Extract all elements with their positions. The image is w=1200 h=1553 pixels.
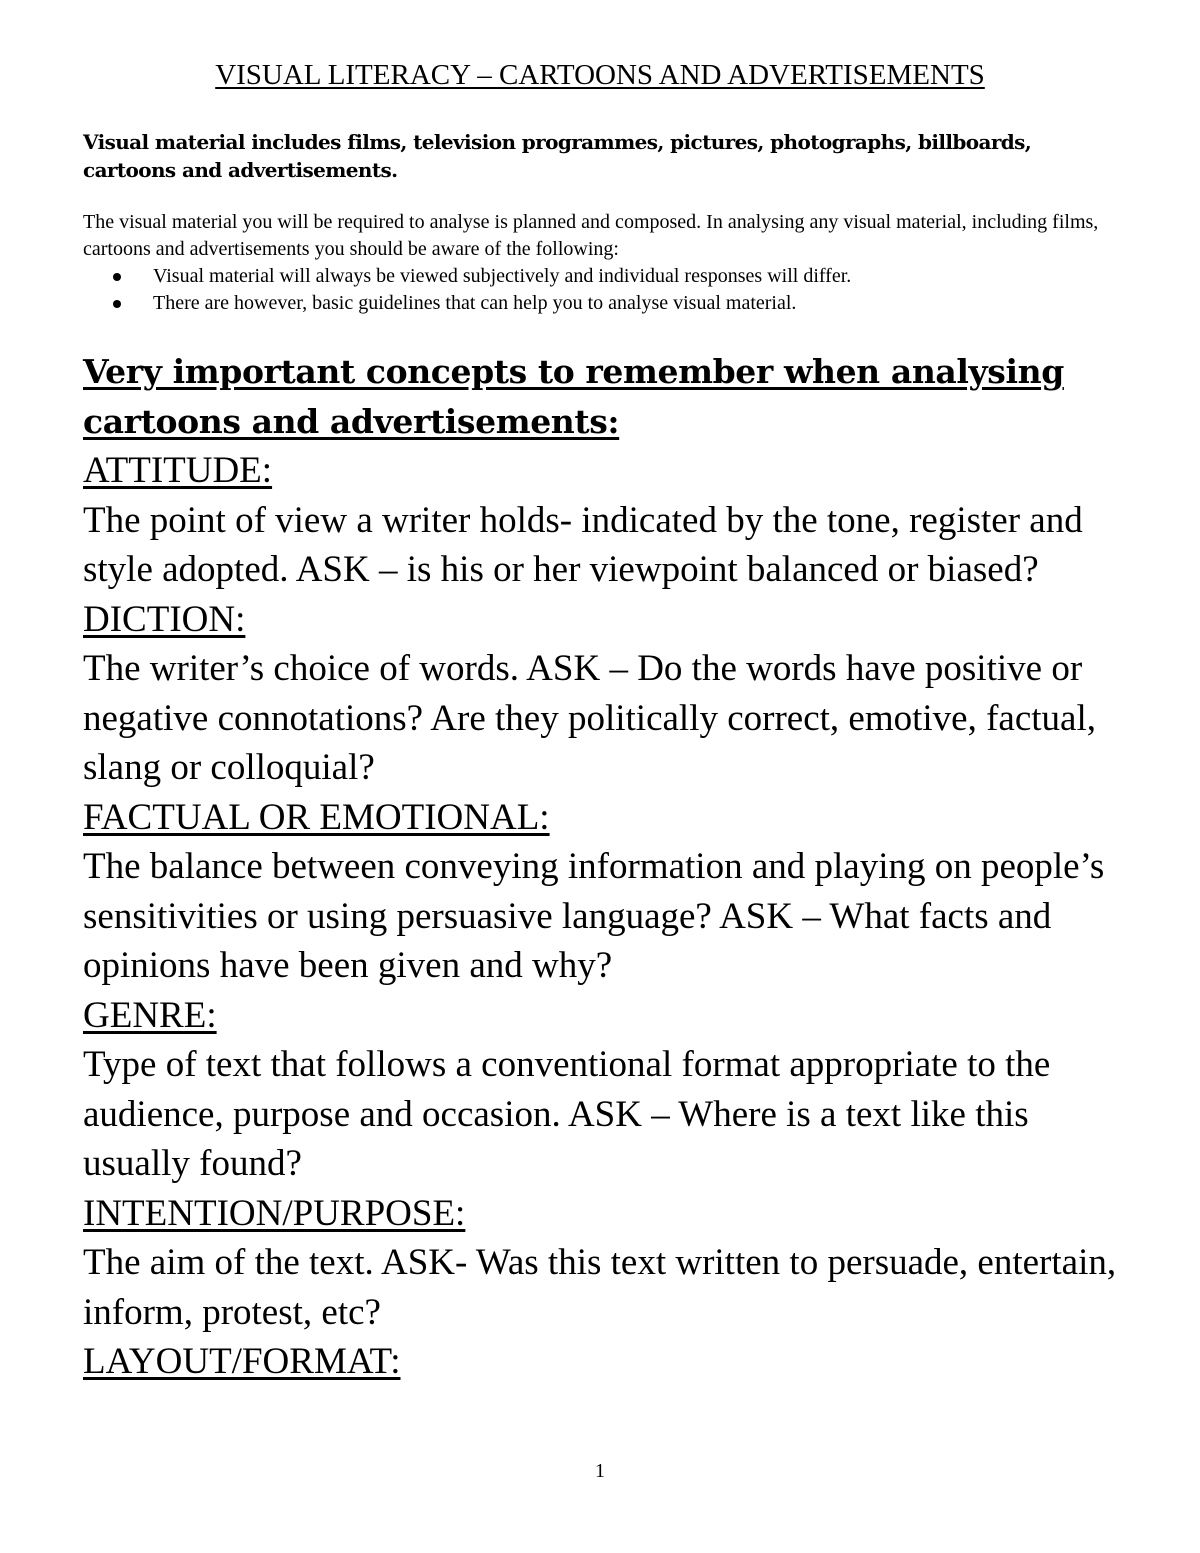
bullet-icon (113, 300, 121, 308)
concept-definition: The balance between conveying information and playing on people’s sensitivities or using persuasive language? ASK – What facts and opinions have been given and why? (83, 846, 1105, 986)
concept-diction (83, 595, 1143, 793)
concept-term: GENRE: (83, 994, 217, 1036)
page-number: 1 (595, 1460, 605, 1482)
bullet-text: Visual material will always be viewed subjectively and individual responses will differ. (153, 265, 852, 287)
intro-bold-paragraph: Visual material includes films, television programmes, pictures, photographs, billboards, cartoons and advertisements. (83, 130, 1032, 182)
concept-definition: The point of view a writer holds- indicated by the tone, register and style adopted. ASK – is his or her viewpoint balanced or biased? (83, 499, 1083, 590)
bullet-text: There are however, basic guidelines that can help you to analyse visual material. (153, 292, 797, 314)
document-title: VISUAL LITERACY – CARTOONS AND ADVERTISEMENTS (215, 59, 985, 91)
concept-definition: The aim of the text. ASK- Was this text written to persuade, entertain, inform, protest, etc? (83, 1242, 1117, 1333)
concept-term: LAYOUT/FORMAT: (83, 1341, 401, 1382)
concept-intention-purpose (83, 1189, 1143, 1338)
concept-term: INTENTION/PURPOSE: (83, 1192, 466, 1234)
intro-paragraph: The visual material you will be required to analyse is planned and composed. In analysing any visual material, including films, cartoons and advertisements you should be aware of the following: (83, 211, 1099, 260)
concept-term: FACTUAL OR EMOTIONAL: (83, 796, 550, 838)
concept-layout-format (83, 1337, 1143, 1387)
concepts-section (83, 347, 1143, 1387)
concept-term: DICTION: (83, 598, 246, 640)
concept-definition: Type of text that follows a conventional format appropriate to the audience, purpose and occasion. ASK – Where is a text like this usually found? (83, 1044, 1051, 1184)
concepts-headline: Very important concepts to remember when analysing cartoons and advertisements: (83, 352, 1064, 441)
concept-attitude (83, 446, 1143, 595)
concept-term: ATTITUDE: (83, 450, 273, 491)
bullet-item (113, 263, 1113, 290)
concept-genre (83, 991, 1143, 1189)
bullet-item (113, 290, 1113, 317)
guidelines-bullet-list (113, 263, 1113, 317)
concept-factual-or-emotional (83, 793, 1143, 991)
concept-definition: The writer’s choice of words. ASK – Do the words have positive or negative connotations? Are they politically correct, emotive, factual, slang or colloquial? (83, 648, 1097, 788)
bullet-icon (113, 273, 121, 281)
